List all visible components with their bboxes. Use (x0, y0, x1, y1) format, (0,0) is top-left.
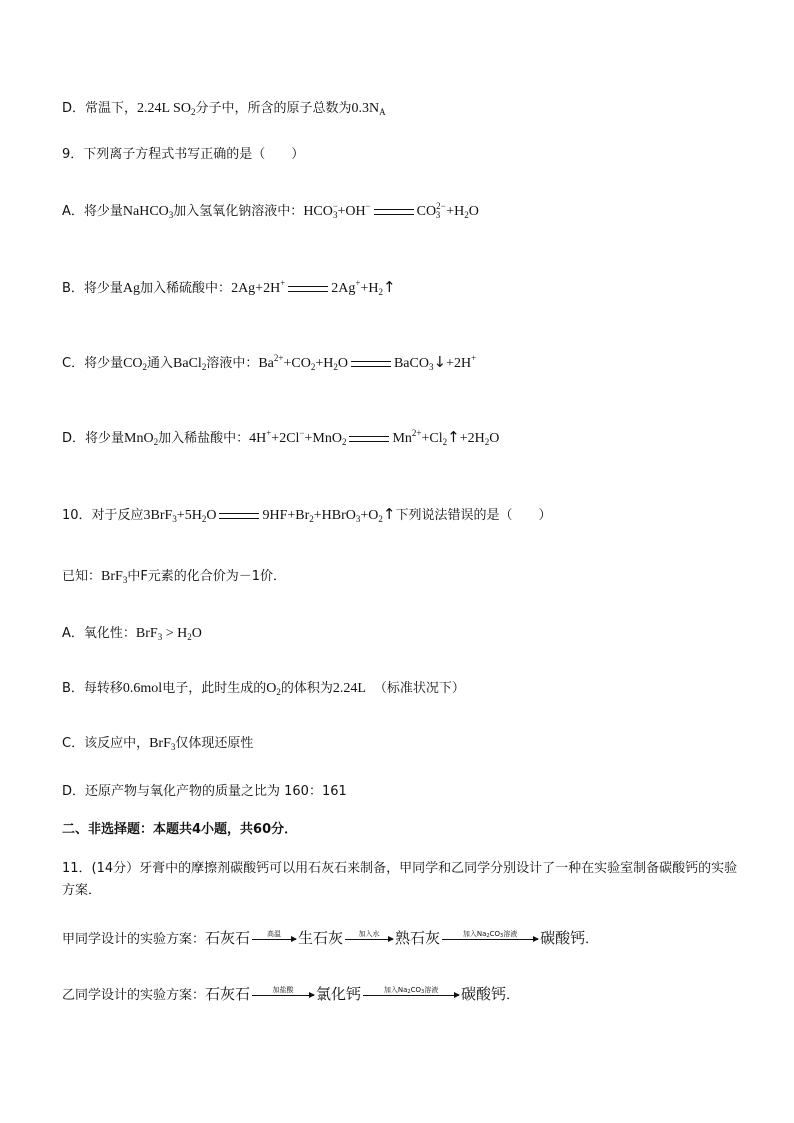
q9a-lhs1: HCO (303, 204, 333, 219)
q9d-equals-sign (349, 436, 389, 442)
scheme-yi-label: 乙同学设计的实验方案： (62, 988, 206, 1003)
q10-equals-sign (219, 513, 259, 519)
q9c-lhs2: +CO (283, 356, 311, 371)
q9b-rhs2-sub: 2 (378, 287, 383, 297)
reaction-arrow-icon (252, 939, 296, 940)
q9d-lhs1: 4H (249, 431, 267, 446)
q9d-lhs3-sub: 2 (341, 437, 347, 447)
q10-rhs1: 9HF+Br (262, 508, 310, 523)
q10-tail: 下列说法错误的是（ ） (395, 508, 552, 523)
q9c-lhs1-sup: 2+ (273, 353, 284, 363)
scheme-jia-arrow3 (442, 930, 538, 949)
q10-known-formula: BrF (101, 569, 123, 584)
q10b-text1: 电子，此时生成的 (162, 681, 267, 696)
q10c-label: C．该反应中， (62, 736, 150, 751)
q9a-lhs1-sub: 3 (332, 210, 338, 220)
q9d-rhs1: Mn (392, 431, 412, 446)
scheme-yi-cond1: 加盐酸 (272, 986, 294, 994)
q8d-amount: 2.24L SO (137, 101, 191, 116)
reaction-arrow-icon (252, 995, 314, 996)
q10a-f2-end: O (191, 626, 202, 641)
q9-option-c (62, 352, 476, 374)
q10-option-c (62, 734, 253, 754)
q10-rhs3: +O (360, 508, 379, 523)
reaction-arrow-icon (345, 939, 393, 940)
q10-lhs1: 3BrF (143, 508, 173, 523)
scheme-jia-end: ． (585, 932, 599, 947)
q11-stem: 11．(14分）牙膏中的摩擦剂碳酸钙可以用石灰石来制备，甲同学和乙同学分别设计了一种在实验室制备碳酸钙的实验方案． (62, 861, 738, 898)
q9d-lhs1-sup: + (266, 428, 272, 438)
q9d-reagent: MnO (124, 431, 154, 446)
q9d-rhs3-sub: 2 (484, 437, 490, 447)
q9d-rhs1-sup: 2+ (411, 428, 422, 438)
scheme-jia-cond1: 高温 (267, 930, 282, 938)
q8d-amount-sub: 2 (190, 107, 196, 117)
q9a-rhs2-sub: 2 (464, 210, 469, 220)
q9b-label: B．将少量 (62, 281, 123, 296)
scheme-yi-cond2: 加入$Na_2CO_3$溶液 (383, 986, 439, 995)
q9a-rhs1-sup: 2− (436, 201, 446, 211)
scheme-jia-step3: 熟石灰 (395, 929, 441, 947)
scheme-jia-label: 甲同学设计的实验方案： (62, 932, 206, 947)
scheme-jia-step1: 石灰石 (205, 929, 251, 947)
q9b-text: 加入稀硫酸中： (140, 281, 232, 296)
q10-known-prefix: 已知： (62, 569, 102, 584)
scheme-jia-step4: 碳酸钙 (540, 929, 586, 947)
reaction-arrow-icon (363, 995, 459, 996)
q9-option-d (62, 427, 499, 449)
q9c-salt-sub: 2 (201, 362, 207, 372)
q9c-lhs2-sub: 2 (310, 362, 316, 372)
q9-option-a (62, 202, 479, 222)
q9-stem: 9．下列离子方程式书写正确的是（ ） (62, 147, 305, 162)
q10a-label: A．氧化性： (62, 626, 136, 641)
q10b-vol: 2.24L (332, 681, 366, 696)
q10-num: 10．对于反应 (62, 508, 144, 523)
q10-option-a (62, 624, 202, 644)
q9a-reagent-sub: 3 (168, 210, 174, 220)
q9b-reagent: Ag (122, 281, 141, 296)
q8d-value-sub: A (379, 107, 386, 117)
q9a-reagent: NaHCO (122, 204, 169, 219)
q9b-equals-sign (288, 286, 328, 292)
q10b-o: O (266, 681, 277, 696)
q10a-f2-sub: 2 (187, 632, 192, 642)
scheme-jia-arrow2 (345, 930, 393, 949)
q9d-lhs2-sup: − (299, 428, 305, 438)
q10c-text: 仅体现还原性 (175, 736, 254, 751)
q10-rhs1-sub: 2 (309, 514, 314, 524)
q10a-gt: > H (162, 626, 188, 641)
q9c-lhs1: Ba (258, 356, 274, 371)
q9c-lhs3: +H (315, 356, 334, 371)
q8d-prefix: D．常温下， (62, 101, 138, 116)
q9d-reagent-sub: 2 (153, 437, 159, 447)
q10b-text2: 的体积为 (280, 681, 333, 696)
q9c-rhs2: +2H (446, 356, 472, 371)
q9c-lhs3-end: O (337, 356, 348, 371)
q8d-value: 0.3N (351, 101, 380, 116)
scheme-yi-step3: 碳酸钙 (461, 985, 507, 1003)
q9a-rhs2-end: O (468, 204, 479, 219)
q10a-f1-sub: 3 (157, 632, 163, 642)
q10b-o-sub: 2 (276, 687, 281, 697)
q10b-amount: 0.6mol (122, 681, 163, 696)
gas-arrow-icon: ↑ (447, 428, 460, 446)
q9c-reagent-sub: 2 (142, 362, 148, 372)
q9d-label: D．将少量 (62, 431, 125, 446)
q9d-text: 加入稀盐酸中： (158, 431, 250, 446)
q9d-lhs3: +MnO (304, 431, 342, 446)
q9c-label: C．将少量 (62, 356, 124, 371)
precipitate-arrow-icon: ↓ (433, 353, 447, 371)
q9b-lhs-sup: + (280, 278, 286, 288)
q10-stem (62, 504, 552, 526)
scheme-yi-end: ． (506, 988, 520, 1003)
q10-lhs2-end: O (206, 508, 217, 523)
q10-lhs1-sub: 3 (172, 514, 177, 524)
q9c-rhs1-sub: 3 (428, 362, 434, 372)
q9a-lhs1-sup: − (332, 201, 338, 211)
q9c-rhs2-sup: + (471, 353, 477, 363)
scheme-jia (62, 928, 598, 950)
q10-lhs2-sub: 2 (201, 514, 207, 524)
scheme-yi-arrow2 (363, 986, 459, 1005)
q10-rhs3-sub: 2 (378, 514, 383, 524)
q10a-f1: BrF (135, 626, 158, 641)
q9c-equals-sign (351, 361, 391, 367)
q9c-text1: 通入 (147, 356, 174, 371)
scheme-jia-arrow1 (252, 930, 296, 949)
q10-known-text: 中F元素的化合价为－1价． (127, 569, 287, 584)
scheme-jia-cond2: 加入水 (358, 930, 380, 938)
q9a-rhs1-sub: 3 (435, 210, 441, 220)
q9b-lhs: 2Ag+2H (231, 281, 281, 296)
q9b-rhs2: +H (360, 281, 379, 296)
q9c-reagent: CO (123, 356, 143, 371)
q9a-equals-sign (374, 209, 414, 215)
q10-known-sub: 3 (122, 575, 128, 585)
q10-rhs2: +HBrO (313, 508, 356, 523)
q10b-note: （标准状况下） (373, 681, 465, 696)
q9d-lhs2: +2Cl (271, 431, 300, 446)
scheme-yi (62, 984, 519, 1006)
section-title: 二、非选择题：本题共4小题，共60分． (62, 822, 298, 837)
q9a-lhs2: +OH (337, 204, 366, 219)
q9-option-b (62, 277, 396, 299)
scheme-jia-step2: 生石灰 (298, 929, 344, 947)
q9d-rhs3-end: O (489, 431, 500, 446)
q10c-f-sub: 3 (170, 742, 176, 752)
q10-rhs2-sub: 3 (355, 514, 361, 524)
q9a-label: A．将少量 (62, 204, 123, 219)
scheme-yi-step2: 氯化钙 (316, 985, 362, 1003)
reaction-arrow-icon (442, 939, 538, 940)
q9a-lhs2-sup: − (365, 201, 371, 211)
scheme-jia-cond3: 加入$Na_2CO_3$溶液 (462, 930, 518, 939)
q9a-rhs1: CO (416, 204, 437, 219)
q10-known (62, 567, 286, 587)
q9d-rhs2-sub: 2 (442, 437, 448, 447)
scheme-yi-step1: 石灰石 (205, 985, 251, 1003)
gas-arrow-icon: ↑ (382, 278, 396, 296)
q9a-rhs2: +H (446, 204, 465, 219)
gas-arrow-icon: ↑ (382, 505, 396, 523)
q10-lhs2: +5H (176, 508, 202, 523)
q10c-f: BrF (149, 736, 171, 751)
q9b-rhs1: 2Ag (331, 281, 356, 296)
q9b-rhs1-sup: + (355, 278, 361, 288)
q9c-salt: BaCl (173, 356, 202, 371)
q10b-label: B．每转移 (62, 681, 123, 696)
q8-option-d (62, 99, 386, 119)
q9c-text2: 溶液中： (206, 356, 259, 371)
q9d-rhs3: +2H (459, 431, 485, 446)
q9a-text: 加入氢氧化钠溶液中： (173, 204, 304, 219)
q8d-middle: 分子中，所含的原子总数为 (195, 101, 352, 116)
scheme-yi-arrow1 (252, 986, 314, 1005)
q10-option-b (62, 679, 465, 699)
q9d-rhs2: +Cl (421, 431, 443, 446)
q10-option-d: D．还原产物与氧化产物的质量之比为 160：161 (62, 784, 347, 799)
q9c-rhs1: BaCO (393, 356, 429, 371)
q9c-lhs3-sub: 2 (333, 362, 338, 372)
